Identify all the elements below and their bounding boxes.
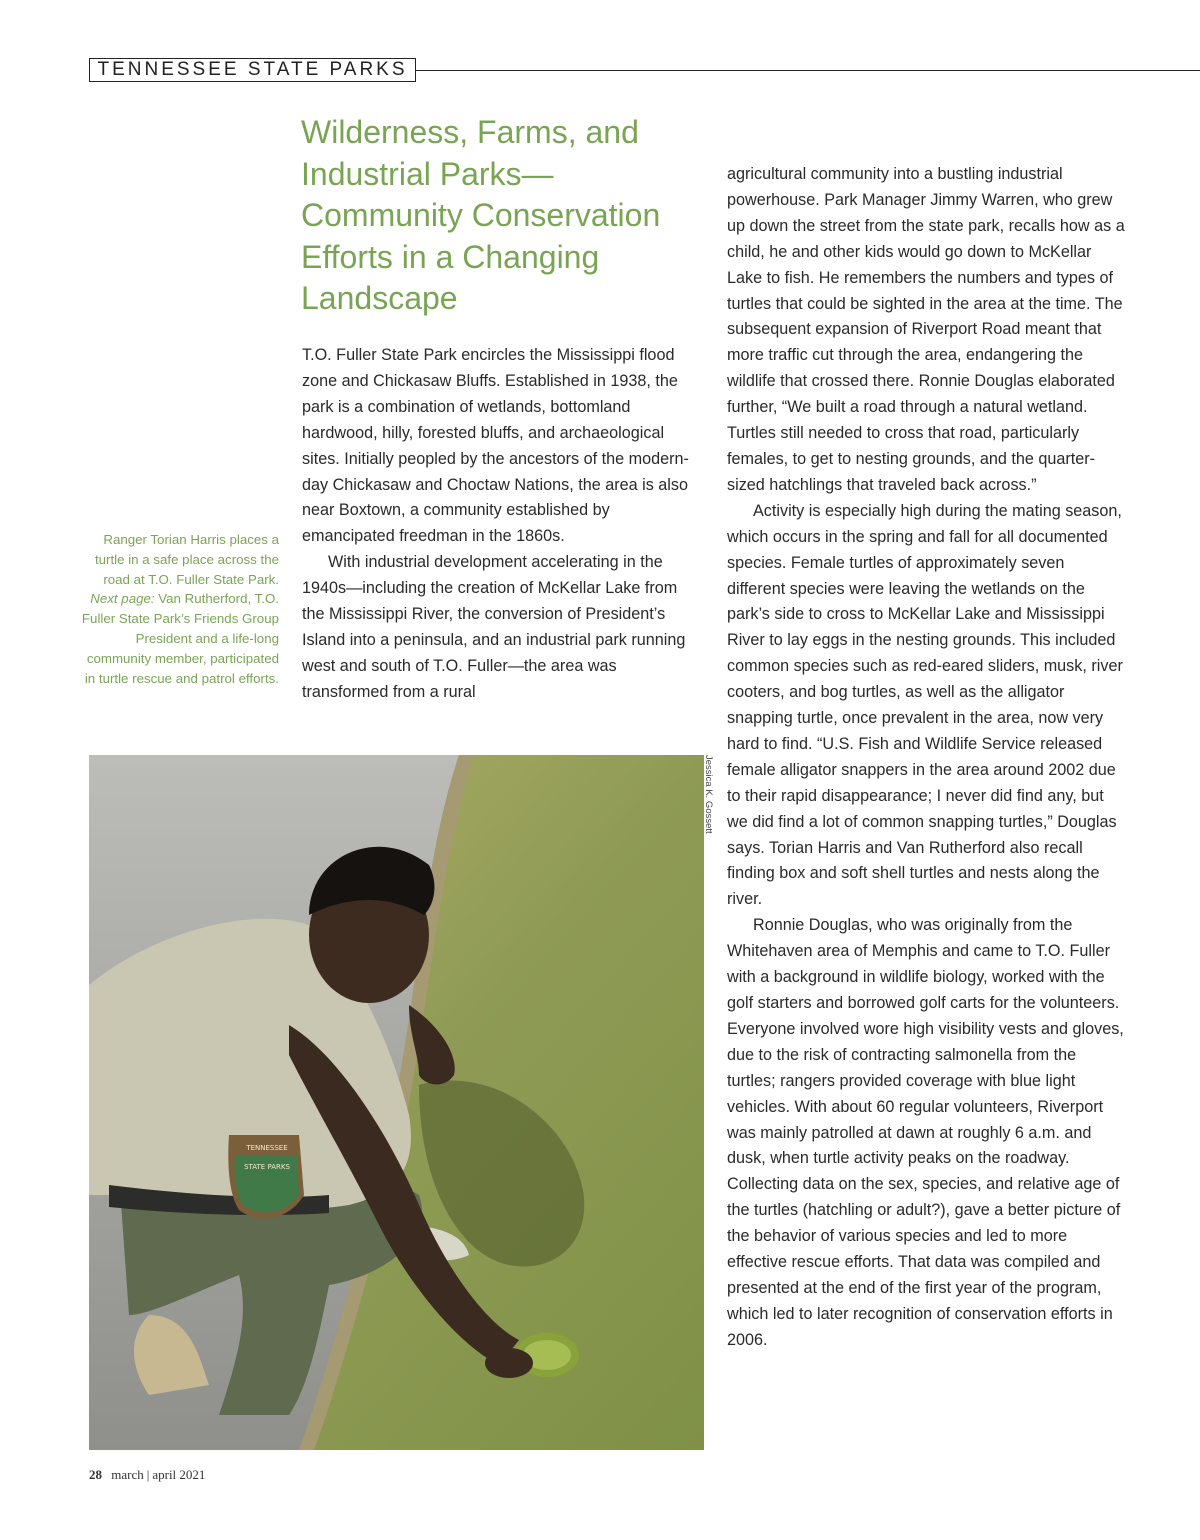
photo-caption: [80, 530, 279, 688]
body-paragraph: T.O. Fuller State Park encircles the Mississippi flood zone and Chickasaw Bluffs. Established in 1938, the park is a combination of wetlands, bottomland hardwood, hilly, forested bluffs, and archaeological sites. Initially peopled by the ancestors of the modern-day Chickasaw and Choctaw Nations, the area is also near Boxtown, a community established by emancipated freedman in the 1860s.: [302, 346, 689, 546]
caption-text: Ranger Torian Harris places a turtle in a safe place across the road at T.O. Fuller State Park.: [94, 532, 279, 587]
page-number: 28: [89, 1467, 102, 1482]
body-paragraph: Activity is especially high during the mating season, which occurs in the spring and fall for all documented species. Female turtles of approximately seven different species were leaving the wetlands on the park’s side to cross to McKellar Lake and Mississippi River to lay eggs in the nesting grounds. This included common species such as red-eared sliders, musk, river cooters, and bog turtles, as well as the alligator snapping turtle, once prevalent in the area, now very hard to find. “U.S. Fish and Wildlife Service released female alligator snappers in the area around 2002 due to their rapid disappearance; I never did find any, but we did find a lot of common snapping turtles,” Douglas says. Torian Harris and Van Rutherford also recall finding box and soft shell turtles and nests along the river.: [727, 501, 1123, 909]
patch-text-2: STATE PARKS: [244, 1163, 290, 1171]
page-footer: 28 march | april 2021: [89, 1467, 206, 1482]
ranger-photo-illustration: [89, 755, 704, 1450]
patch-text-1: TENNESSEE: [246, 1144, 288, 1152]
ranger-photo: [89, 755, 704, 1450]
article-column-left: [302, 343, 697, 706]
body-paragraph: agricultural community into a bustling industrial powerhouse. Park Manager Jimmy Warren, who grew up down the street from the state park, recalls how as a child, he and other kids would go down to McKellar Lake to fish. He remembers the numbers and types of turtles that could be sighted in the area at the time. The subsequent expansion of Riverport Road meant that more traffic cut through the area, endangering the wildlife that crossed there. Ronnie Douglas elaborated further, “We built a road through a natural wetland. Turtles still needed to cross that road, particularly females, to get to nesting grounds, and the quarter-sized hatchlings that traveled back across.”: [727, 165, 1125, 494]
caption-text-continued: Van Rutherford, T.O. Fuller State Park’s Friends Group President and a life-long community member, participated in turtle rescue and patrol efforts.: [81, 591, 279, 686]
body-paragraph: Ronnie Douglas, who was originally from the Whitehaven area of Memphis and came to T.O. Fuller with a background in wildlife biology, worked with the golf starters and borrowed golf carts for the volunteers. Everyone involved wore high visibility vests and gloves, due to the risk of contracting salmonella from the turtles; rangers provided coverage with blue light vehicles. With about 60 regular volunteers, Riverport was mainly patrolled at dawn at roughly 6 a.m. and dusk, when turtle activity peaks on the roadway. Collecting data on the sex, species, and relative age of the turtles (hatchling or adult?), gave a better picture of the behavior of various species and led to more effective rescue efforts. That data was compiled and presented at the end of the first year of the program, which led to later recognition of conservation efforts in 2006.: [727, 916, 1124, 1349]
article-headline: Wilderness, Farms, and Industrial Parks—Community Conservation Efforts in a Changing Landscape: [301, 114, 661, 316]
article-column-right: [727, 162, 1127, 1354]
issue-date: april 2021: [152, 1467, 206, 1482]
body-paragraph: With industrial development accelerating in the 1940s—including the creation of McKellar Lake from the Mississippi River, the conversion of President’s Island into a peninsula, and an industrial park running west and south of T.O. Fuller—the area was transformed from a rural: [302, 553, 686, 701]
caption-next-page-label: Next page:: [90, 591, 155, 607]
section-label: TENNESSEE STATE PARKS: [89, 58, 416, 82]
header-rule: [416, 70, 1200, 71]
issue-month: march: [111, 1467, 144, 1482]
photo-credit: Jessica K. Gossett: [703, 755, 714, 834]
